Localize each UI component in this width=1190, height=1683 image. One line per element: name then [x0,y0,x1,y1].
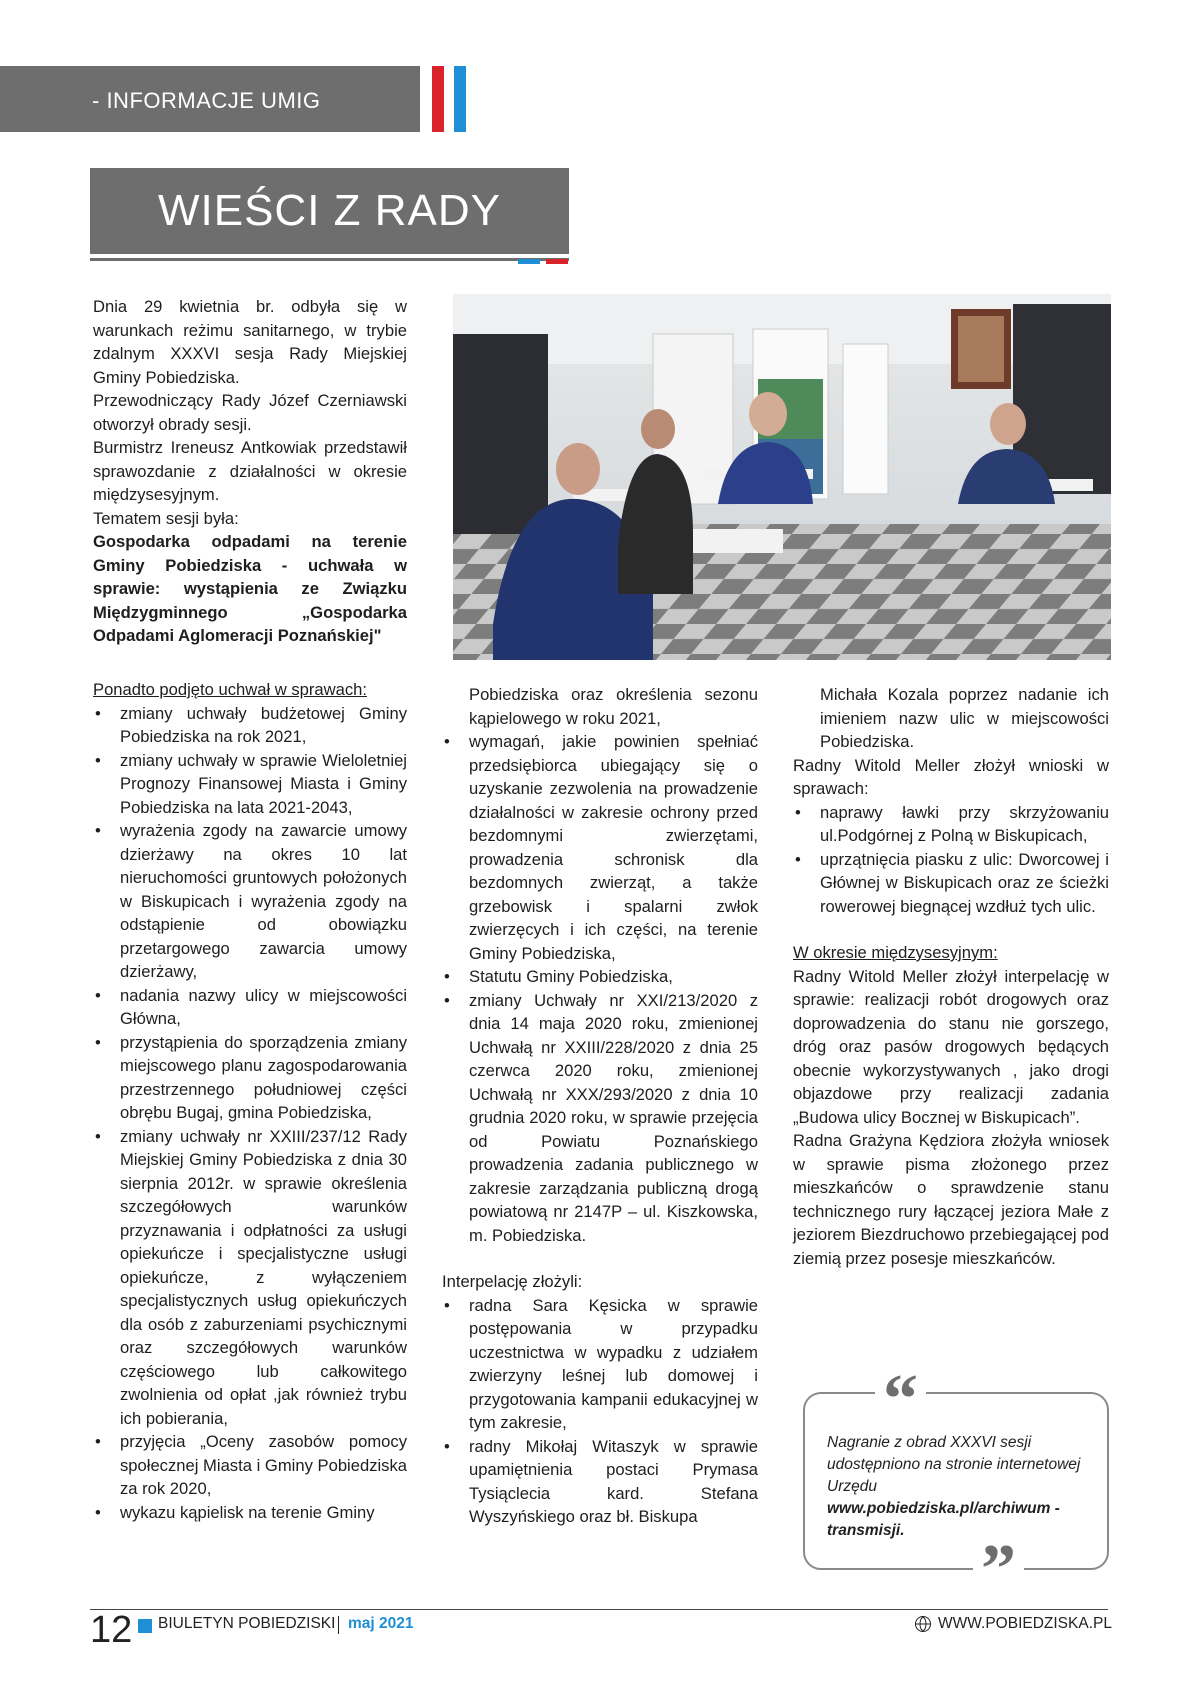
intro-text [93,295,407,648]
section-header-bar [0,66,420,132]
quote-box [803,1361,1109,1608]
list-item: • wyrażenia zgody na zawarcie umowy dzierżawy na okres 10 lat nieruchomości gruntowych położonych w Biskupicach i wyrażenia zgody na odstąpienie od obowiązku przetargowego zawarcia umowy dzierżawy, [93,819,407,984]
footer-separator [338,1616,339,1634]
archive-link[interactable]: www.pobiedziska.pl/archiwum -transmisji. [827,1500,1060,1539]
list-item: • zmiany uchwały nr XXIII/237/12 Rady Miejskiej Gminy Pobiedziska z dnia 30 sierpnia 2012r. w sprawie określenia szczegółowych warunków przyznawania i odpłatności za usługi opiekuńcze i specjalistyczne usługi opiekuńcze, z wyłączeniem specjalistycznych usług opiekuńczych dla osób z zaburzeniami psychicznymi oraz szczegółowych warunków częściowego lub całkowitego zwolnienia od opłat ,jak również trybu ich pobierania, [93,1125,407,1431]
footer-rule [90,1609,1108,1610]
flag-stripe-red [432,66,444,132]
quote-message: Nagranie z obrad XXXVI sesji udostępniono na stronie internetowej Urzędu [827,1434,1081,1495]
square-icon [138,1619,152,1633]
issue-date: maj 2021 [348,1615,414,1632]
title-underline [90,258,569,261]
page-title: WIEŚCI Z RADY [157,186,502,235]
quote-text [827,1432,1097,1542]
list-item: • radny Mikołaj Witaszyk w sprawie upamiętnienia postaci Prymasa Tysiąclecia kard. Stefana Wyszyńskiego oraz bł. Biskupa [442,1435,758,1529]
close-quote-icon: ” [973,1540,1024,1600]
globe-icon [915,1616,931,1632]
flag-stripe-blue [454,66,466,132]
list-continuation: Pobiedziska oraz określenia sezonu kąpielowego w roku 2021, [469,685,758,728]
list-item: • przyjęcia „Oceny zasobów pomocy społecznej Miasta i Gminy Pobiedziska za rok 2020, [93,1430,407,1501]
interpellations-list [442,1294,758,1529]
list-item: • nadania nazwy ulicy w miejscowości Główna, [93,984,407,1031]
column-heading: Interpelację złożyli: [442,1272,583,1291]
page-number: 12 [90,1609,133,1651]
intro-paragraph: Dnia 29 kwietnia br. odbyła się w warunkach reżimu sanitarnego, w trybie zdalnym XXXVI sesja Rady Miejskiej Gminy Pobiedziska. [93,297,407,387]
requests-list [793,801,1109,919]
website-link[interactable]: WWW.POBIEDZISKA.PL [938,1615,1112,1632]
list-item: • wykazu kąpielisk na terenie Gminy [93,1501,407,1525]
intro-paragraph: Przewodniczący Rady Józef Czerniawski otworzył obrady sesji. [93,391,407,434]
paragraph: Radna Grażyna Kędziora złożyła wniosek w sprawie pisma złożonego przez mieszkańców o sprawdzenie stanu technicznego rury łączącej jeziora Małe z jeziorem Biezdruchowo przebiegającej pod ziemią przez posesje mieszkańców. [793,1131,1109,1268]
resolutions-list [93,702,407,1525]
paragraph: Radny Witold Meller złożył wnioski w sprawach: [793,755,1109,798]
list-item: • uprzątnięcia piasku z ulic: Dworcowej i Głównej w Biskupicach oraz ze ścieżki rowerowej biegnącej wzdłuż tych ulic. [793,848,1109,919]
session-photo [453,294,1111,660]
list-item: • Statutu Gminy Pobiedziska, [442,965,758,989]
title-banner [90,168,569,254]
list-item: • zmiany uchwały w sprawie Wieloletniej Prognozy Finansowej Miasta i Gminy Pobiedziska na lata 2021-2043, [93,749,407,820]
list-item: • naprawy ławki przy skrzyżowaniu ul.Podgórnej z Polną w Biskupicach, [793,801,1109,848]
list-item: • wymagań, jakie powinien spełniać przedsiębiorca ubiegający się o uzyskanie zezwolenia na prowadzenie działalności w zakresie ochrony przed bezdomnymi zwierzętami, prowadzenia schronisk dla bezdomnych zwierząt, a także grzebowisk i spalarni zwłok zwierzęcych i ich części, na terenie Gminy Pobiedziska, [442,730,758,965]
column-heading: W okresie międzysesyjnym: [793,943,998,962]
intro-paragraph: Tematem sesji była: [93,508,239,528]
column-3 [793,683,1109,1270]
open-quote-icon: “ [875,1370,926,1430]
list-continuation: Michała Kozala poprzez nadanie ich imieniem nazw ulic w miejscowości Pobiedziska. [820,685,1109,751]
column-1 [93,678,407,1524]
list-item: • radna Sara Kęsicka w sprawie postępowania w przypadku uczestnictwa w wypadku z udziałem zwierzyny leśnej lub domowej i przygotowania kampanii edukacyjnej w tym zakresie, [442,1294,758,1435]
intro-paragraph: Burmistrz Ireneusz Antkowiak przedstawił sprawozdanie z działalności w okresie międzysesyjnym. [93,438,407,504]
accent-tick-red [546,259,568,264]
column-heading: Ponadto podjęto uchwał w sprawach: [93,680,367,699]
session-topic: Gospodarka odpadami na terenie Gminy Pobiedziska - uchwała w sprawie: wystąpienia ze Związku Międzygminnego „Gospodarka Odpadami Aglomeracji Poznańskiej" [93,532,407,645]
list-item: • zmiany Uchwały nr XXI/213/2020 z dnia 14 maja 2020 roku, zmienionej Uchwałą nr XXIII/228/2020 z dnia 25 czerwca 2020 roku, zmienionej Uchwałą nr XXX/293/2020 z dnia 10 grudnia 2020 roku, w sprawie przejęcia od Powiatu Poznańskiego prowadzenia zadania publicznego w zakresie zarządzania publiczną drogą powiatową nr 2147P – ul. Kiszkowska, m. Pobiedziska. [442,989,758,1248]
list-item: • zmiany uchwały budżetowej Gminy Pobiedziska na rok 2021, [93,702,407,749]
accent-tick-blue [518,259,540,264]
paragraph: Radny Witold Meller złożył interpelację w sprawie: realizacji robót drogowych oraz doprowadzenia do stanu nie gorszego, dróg oraz pasów drogowych będących obecnie wykorzystywanych , jako drogi objazdowe przy realizacji zadania „Budowa ulicy Bocznej w Biskupicach”. [793,966,1109,1127]
section-label: - INFORMACJE UMIG [92,88,321,113]
publication-name: BIULETYN POBIEDZISKI [158,1615,336,1632]
column-2 [442,683,758,1529]
resolutions-list-cont [442,730,758,1247]
list-item: • przystąpienia do sporządzenia zmiany miejscowego planu zagospodarowania przestrzennego południowej części obrębu Bugaj, gmina Pobiedziska, [93,1031,407,1125]
